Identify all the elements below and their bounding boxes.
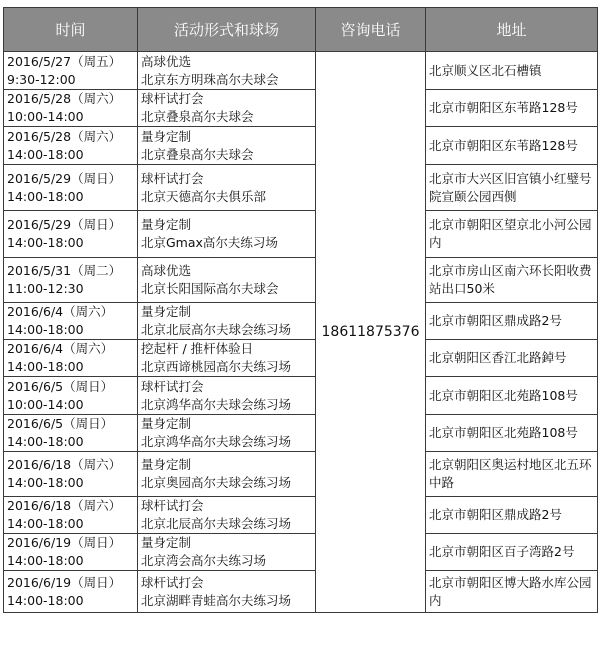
activity-type: 球杆试打会 <box>141 170 204 186</box>
table-row <box>4 340 598 377</box>
cell-time <box>4 211 138 258</box>
event-date: 2016/5/29（周日） <box>7 170 122 186</box>
cell-time <box>4 127 138 165</box>
address-text: 北京市房山区南六环长阳收费站出口50米 <box>429 263 592 296</box>
event-hours: 10:00-14:00 <box>7 109 84 124</box>
address-text: 北京市朝阳区北苑路108号 <box>429 387 578 403</box>
cell-address <box>426 415 598 452</box>
address-text: 北京朝阳区香江北路鋽号 <box>429 350 567 365</box>
cell-address <box>426 258 598 303</box>
cell-time <box>4 415 138 452</box>
cell-activity-venue <box>138 497 316 534</box>
table-row <box>4 497 598 534</box>
table-row <box>4 452 598 497</box>
table-row <box>4 303 598 340</box>
cell-time <box>4 571 138 613</box>
cell-activity-venue <box>138 415 316 452</box>
header-address: 地址 <box>426 8 598 52</box>
cell-activity-venue <box>138 258 316 303</box>
activity-type: 高球优选 <box>141 53 192 69</box>
cell-activity-venue <box>138 571 316 613</box>
cell-activity-venue <box>138 165 316 211</box>
event-date: 2016/5/28（周六） <box>7 128 122 144</box>
cell-time <box>4 258 138 303</box>
event-date: 2016/6/18（周六） <box>7 498 122 513</box>
activity-type: 量身定制 <box>141 217 192 232</box>
venue-name: 北京叠泉高尔夫球会 <box>141 146 254 162</box>
cell-time <box>4 303 138 340</box>
event-date: 2016/5/27（周五） <box>7 53 122 69</box>
event-date: 2016/5/28（周六） <box>7 91 122 106</box>
cell-address <box>426 340 598 377</box>
table-row <box>4 211 598 258</box>
cell-address <box>426 52 598 90</box>
cell-activity-venue <box>138 90 316 127</box>
venue-name: 北京湾会高尔夫练习场 <box>141 553 267 568</box>
event-date: 2016/6/19（周日） <box>7 574 122 590</box>
event-hours: 14:00-18:00 <box>7 146 84 162</box>
event-date: 2016/6/4（周六） <box>7 341 114 356</box>
address-text: 北京市朝阳区望京北小河公园内 <box>429 217 592 250</box>
event-date: 2016/6/19（周日） <box>7 535 122 550</box>
cell-activity-venue <box>138 303 316 340</box>
address-text: 北京顺义区北石槽镇 <box>429 62 542 78</box>
activity-type: 量身定制 <box>141 416 192 431</box>
cell-activity-venue <box>138 127 316 165</box>
cell-time <box>4 340 138 377</box>
venue-name: 北京叠泉高尔夫球会 <box>141 109 254 124</box>
cell-activity-venue <box>138 340 316 377</box>
cell-address <box>426 377 598 415</box>
address-text: 北京朝阳区奥运村地区北五环中路 <box>429 457 592 490</box>
event-hours: 14:00-18:00 <box>7 434 84 449</box>
event-hours: 11:00-12:30 <box>7 281 84 296</box>
venue-name: 北京湖畔青蛙高尔夫练习场 <box>141 592 292 608</box>
cell-time <box>4 377 138 415</box>
event-date: 2016/6/5（周日） <box>7 378 114 394</box>
table-row <box>4 165 598 211</box>
cell-time <box>4 497 138 534</box>
event-hours: 10:00-14:00 <box>7 396 84 412</box>
table-row <box>4 534 598 571</box>
header-time: 时间 <box>4 8 138 52</box>
event-hours: 14:00-18:00 <box>7 592 84 608</box>
table-row <box>4 258 598 303</box>
event-hours: 14:00-18:00 <box>7 188 84 204</box>
table-row <box>4 90 598 127</box>
cell-time <box>4 52 138 90</box>
activity-type: 量身定制 <box>141 128 192 144</box>
event-hours: 14:00-18:00 <box>7 516 84 531</box>
venue-name: 北京东方明珠高尔夫球会 <box>141 71 279 87</box>
header-activity-venue: 活动形式和球场 <box>138 8 316 52</box>
cell-address <box>426 497 598 534</box>
cell-activity-venue <box>138 534 316 571</box>
event-hours: 14:00-18:00 <box>7 553 84 568</box>
event-date: 2016/6/5（周日） <box>7 416 114 431</box>
event-hours: 14:00-18:00 <box>7 322 84 337</box>
cell-time <box>4 452 138 497</box>
cell-activity-venue <box>138 211 316 258</box>
address-text: 北京市朝阳区北苑路108号 <box>429 425 578 440</box>
table-row <box>4 571 598 613</box>
venue-name: 北京鸿华高尔夫球会练习场 <box>141 434 292 449</box>
address-text: 北京市朝阳区百子湾路2号 <box>429 544 575 559</box>
cell-activity-venue <box>138 377 316 415</box>
cell-address <box>426 90 598 127</box>
event-hours: 14:00-18:00 <box>7 359 84 374</box>
table-body <box>4 52 598 613</box>
cell-address <box>426 127 598 165</box>
address-text: 北京市朝阳区博大路水库公园内 <box>429 574 592 608</box>
event-hours: 14:00-18:00 <box>7 475 84 490</box>
event-hours: 9:30-12:00 <box>7 71 76 87</box>
phone-number: 18611875376 <box>321 324 420 340</box>
event-date: 2016/6/18（周六） <box>7 457 122 472</box>
activity-type: 量身定制 <box>141 457 192 472</box>
event-date: 2016/5/31（周二） <box>7 263 122 278</box>
table-row <box>4 415 598 452</box>
event-date: 2016/5/29（周日） <box>7 217 122 232</box>
activity-type: 球杆试打会 <box>141 378 204 394</box>
address-text: 北京市朝阳区鼎成路2号 <box>429 313 562 328</box>
cell-address <box>426 211 598 258</box>
cell-activity-venue <box>138 52 316 90</box>
table-row <box>4 127 598 165</box>
venue-name: 北京鸿华高尔夫球会练习场 <box>141 396 292 412</box>
header-row <box>4 8 598 52</box>
cell-address <box>426 165 598 211</box>
venue-name: 北京长阳国际高尔夫球会 <box>141 281 279 296</box>
cell-address <box>426 534 598 571</box>
cell-address <box>426 571 598 613</box>
cell-phone <box>316 52 426 613</box>
venue-name: 北京奥园高尔夫球会练习场 <box>141 475 292 490</box>
activity-type: 球杆试打会 <box>141 574 204 590</box>
venue-name: 北京北辰高尔夫球会练习场 <box>141 322 292 337</box>
event-date: 2016/6/4（周六） <box>7 304 114 319</box>
activity-type: 量身定制 <box>141 304 192 319</box>
address-text: 北京市朝阳区东苇路128号 <box>429 137 578 153</box>
activity-type: 球杆试打会 <box>141 91 204 106</box>
activity-type: 挖起杆 / 推杆体验日 <box>141 341 254 356</box>
venue-name: 北京北辰高尔夫球会练习场 <box>141 516 292 531</box>
address-text: 北京市大兴区旧宫镇小红璧号院宣颐公园西侧 <box>429 170 592 204</box>
cell-time <box>4 534 138 571</box>
event-schedule-table <box>3 7 598 613</box>
cell-time <box>4 90 138 127</box>
venue-name: 北京天德高尔夫俱乐部 <box>141 188 267 204</box>
address-text: 北京市朝阳区东苇路128号 <box>429 100 578 115</box>
activity-type: 高球优选 <box>141 263 192 278</box>
activity-type: 球杆试打会 <box>141 498 204 513</box>
cell-activity-venue <box>138 452 316 497</box>
venue-name: 北京西谛桃园高尔夫练习场 <box>141 359 292 374</box>
cell-time <box>4 165 138 211</box>
header-phone: 咨询电话 <box>316 8 426 52</box>
cell-address <box>426 303 598 340</box>
venue-name: 北京Gmax高尔夫练习场 <box>141 235 278 250</box>
table-row <box>4 377 598 415</box>
event-hours: 14:00-18:00 <box>7 235 84 250</box>
address-text: 北京市朝阳区鼎成路2号 <box>429 507 562 522</box>
cell-address <box>426 452 598 497</box>
activity-type: 量身定制 <box>141 535 192 550</box>
table-row <box>4 52 598 90</box>
